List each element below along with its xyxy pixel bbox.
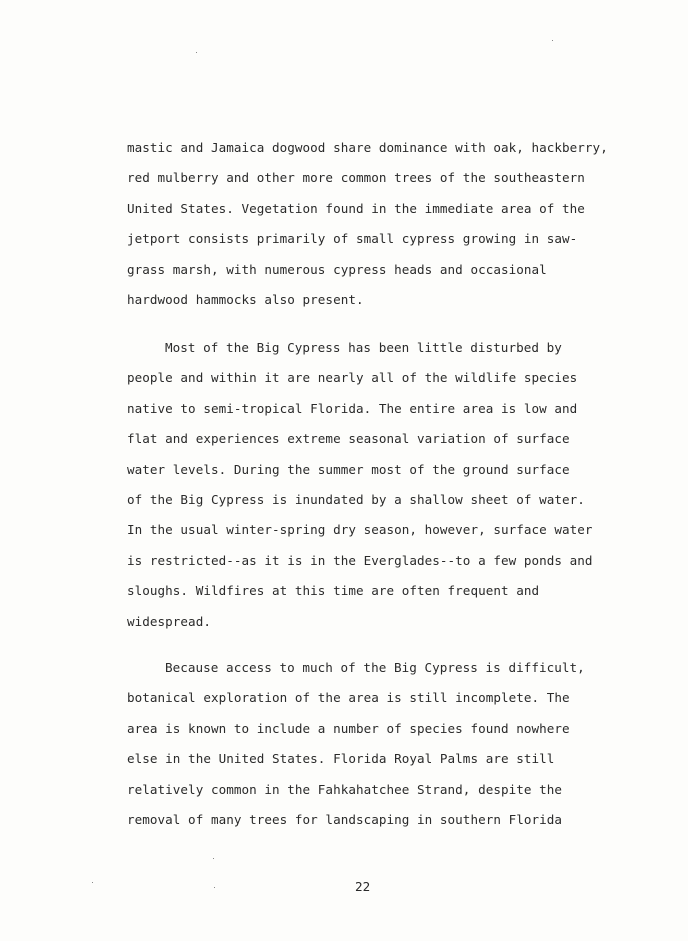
text-line: jetport consists primarily of small cypress growing in saw- — [127, 231, 578, 247]
paragraph-1 — [127, 139, 608, 321]
text-line: hardwood hammocks also present. — [127, 291, 364, 307]
text-line: else in the United States. Florida Royal Palms are still — [127, 751, 555, 767]
scan-speck — [552, 40, 553, 41]
text-line: red mulberry and other more common trees of the southeastern — [127, 170, 585, 186]
text-line: flat and experiences extreme seasonal variation of surface — [127, 431, 570, 447]
text-line: people and within it are nearly all of the wildlife species — [127, 370, 578, 386]
text-line: sloughs. Wildfires at this time are often frequent and — [127, 583, 540, 599]
text-line: is restricted--as it is in the Everglades--to a few ponds and — [127, 552, 593, 568]
text-line: of the Big Cypress is inundated by a shallow sheet of water. — [127, 491, 585, 507]
text-line: grass marsh, with numerous cypress heads and occasional — [127, 261, 547, 277]
scan-speck — [92, 882, 93, 883]
scan-speck — [213, 858, 214, 859]
scan-speck — [214, 887, 215, 888]
text-line: mastic and Jamaica dogwood share dominance with oak, hackberry, — [127, 140, 608, 155]
paragraph-3 — [127, 659, 597, 841]
text-line: widespread. — [127, 613, 211, 629]
text-line: area is known to include a number of species found nowhere — [127, 720, 570, 736]
text-line: In the usual winter-spring dry season, however, surface water — [127, 522, 593, 538]
scan-speck — [196, 52, 197, 53]
page-number: 22 — [355, 879, 371, 894]
text-line: Because access to much of the Big Cypress is difficult, — [165, 660, 585, 675]
text-line: relatively common in the Fahkahatchee Strand, despite the — [127, 781, 563, 797]
paragraph-2 — [127, 339, 597, 643]
text-line: United States. Vegetation found in the immediate area of the — [127, 200, 585, 216]
text-line: botanical exploration of the area is still incomplete. The — [127, 690, 570, 706]
text-line: Most of the Big Cypress has been little disturbed by — [165, 340, 562, 355]
text-line: water levels. During the summer most of the ground surface — [127, 461, 570, 477]
text-line: native to semi-tropical Florida. The entire area is low and — [127, 400, 578, 416]
text-line: removal of many trees for landscaping in southern Florida — [127, 811, 563, 827]
